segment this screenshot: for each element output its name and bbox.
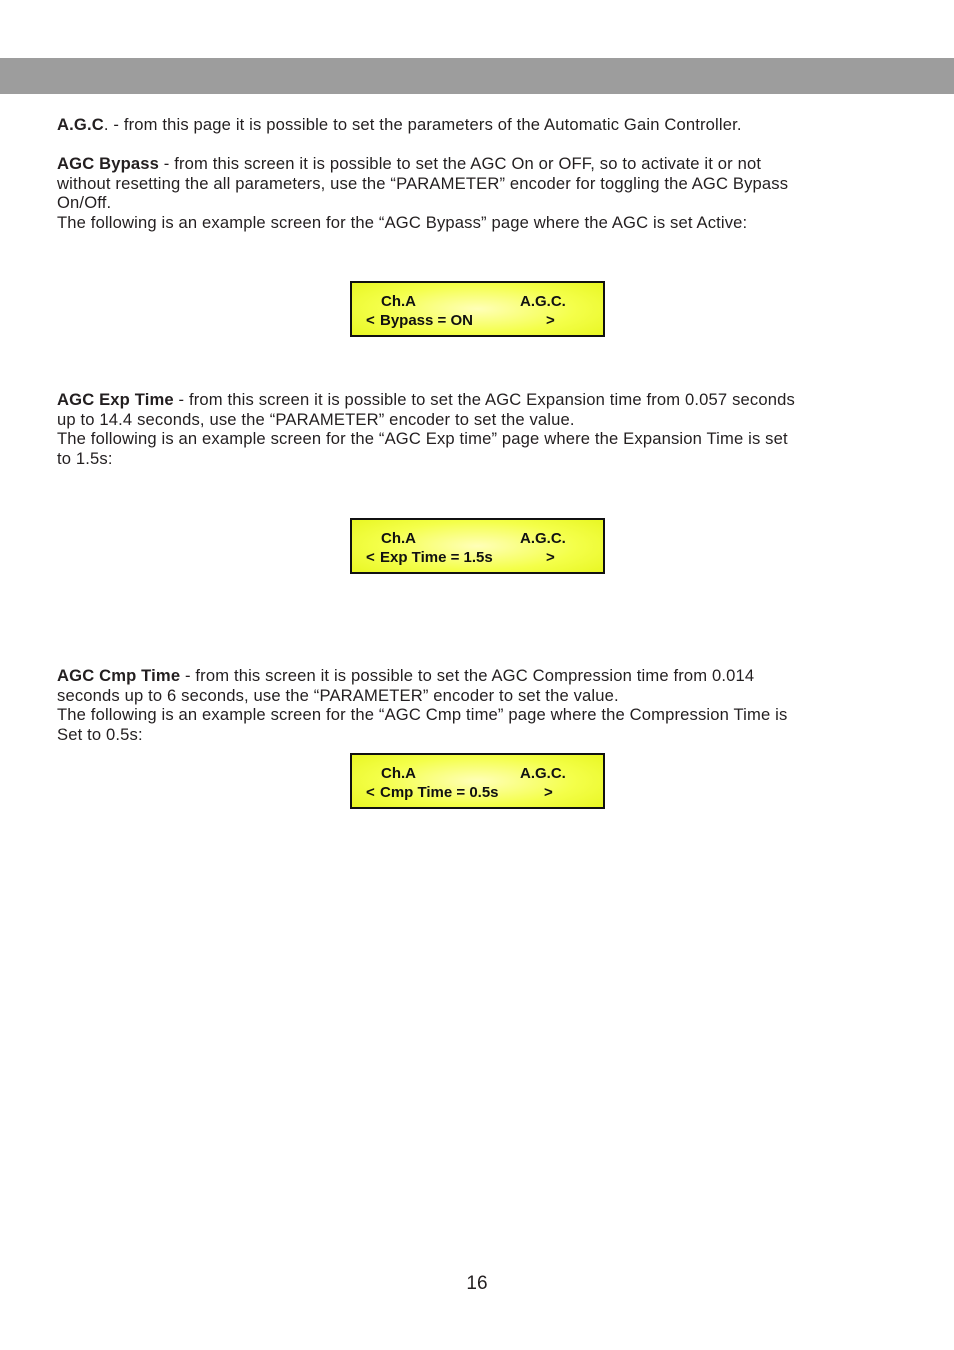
bypass-line2: without resetting the all parameters, use the “PARAMETER” encoder for toggling the AGC Bypass xyxy=(57,173,789,193)
bypass-paragraph xyxy=(57,154,897,232)
lcd-left-arrow: < xyxy=(366,312,375,329)
header-bar xyxy=(0,58,954,94)
exp-time-line4: to 1.5s: xyxy=(57,448,113,468)
bypass-line4: The following is an example screen for the “AGC Bypass” page where the AGC is set Active: xyxy=(57,212,748,232)
exp-time-line1: - from this screen it is possible to set the AGC Expansion time from 0.057 seconds xyxy=(173,390,795,409)
lcd-menu: A.G.C. xyxy=(520,765,566,782)
lcd-menu: A.G.C. xyxy=(520,530,566,547)
lcd-menu: A.G.C. xyxy=(520,293,566,310)
intro-paragraph xyxy=(57,115,897,135)
cmp-time-line1: - from this screen it is possible to set the AGC Compression time from 0.014 xyxy=(180,666,755,685)
cmp-time-line4: Set to 0.5s: xyxy=(57,724,143,744)
lcd-channel: Ch.A xyxy=(381,293,416,310)
exp-time-term: AGC Exp Time xyxy=(57,390,174,409)
bypass-line3: On/Off. xyxy=(57,193,112,213)
intro-term: A.G.C xyxy=(57,115,104,134)
cmp-time-paragraph xyxy=(57,666,897,744)
cmp-time-line2: seconds up to 6 seconds, use the “PARAMETER” encoder to set the value. xyxy=(57,685,619,705)
lcd-right-arrow: > xyxy=(546,312,555,329)
bypass-line1: - from this screen it is possible to set the AGC On or OFF, so to activate it or not xyxy=(159,154,762,173)
lcd-left-arrow: < xyxy=(366,549,375,566)
lcd-value: Bypass = ON xyxy=(380,312,473,329)
exp-time-line3: The following is an example screen for the “AGC Exp time” page where the Expansion Time is set xyxy=(57,429,788,449)
cmp-time-term: AGC Cmp Time xyxy=(57,666,181,685)
lcd-screen-exp-time xyxy=(350,518,605,574)
lcd-screen-cmp-time xyxy=(350,753,605,809)
cmp-time-line3: The following is an example screen for the “AGC Cmp time” page where the Compression Time is xyxy=(57,705,788,725)
lcd-screen-bypass xyxy=(350,281,605,337)
lcd-right-arrow: > xyxy=(544,784,553,801)
exp-time-line2: up to 14.4 seconds, use the “PARAMETER” encoder to set the value. xyxy=(57,409,575,429)
lcd-right-arrow: > xyxy=(546,549,555,566)
lcd-value: Cmp Time = 0.5s xyxy=(380,784,499,801)
lcd-left-arrow: < xyxy=(366,784,375,801)
lcd-channel: Ch.A xyxy=(381,765,416,782)
lcd-channel: Ch.A xyxy=(381,530,416,547)
exp-time-paragraph xyxy=(57,390,897,468)
bypass-term: AGC Bypass xyxy=(57,154,160,173)
page-number: 16 xyxy=(466,1273,488,1294)
intro-text: . - from this page it is possible to set the parameters of the Automatic Gain Controller. xyxy=(103,115,742,134)
lcd-value: Exp Time = 1.5s xyxy=(380,549,493,566)
